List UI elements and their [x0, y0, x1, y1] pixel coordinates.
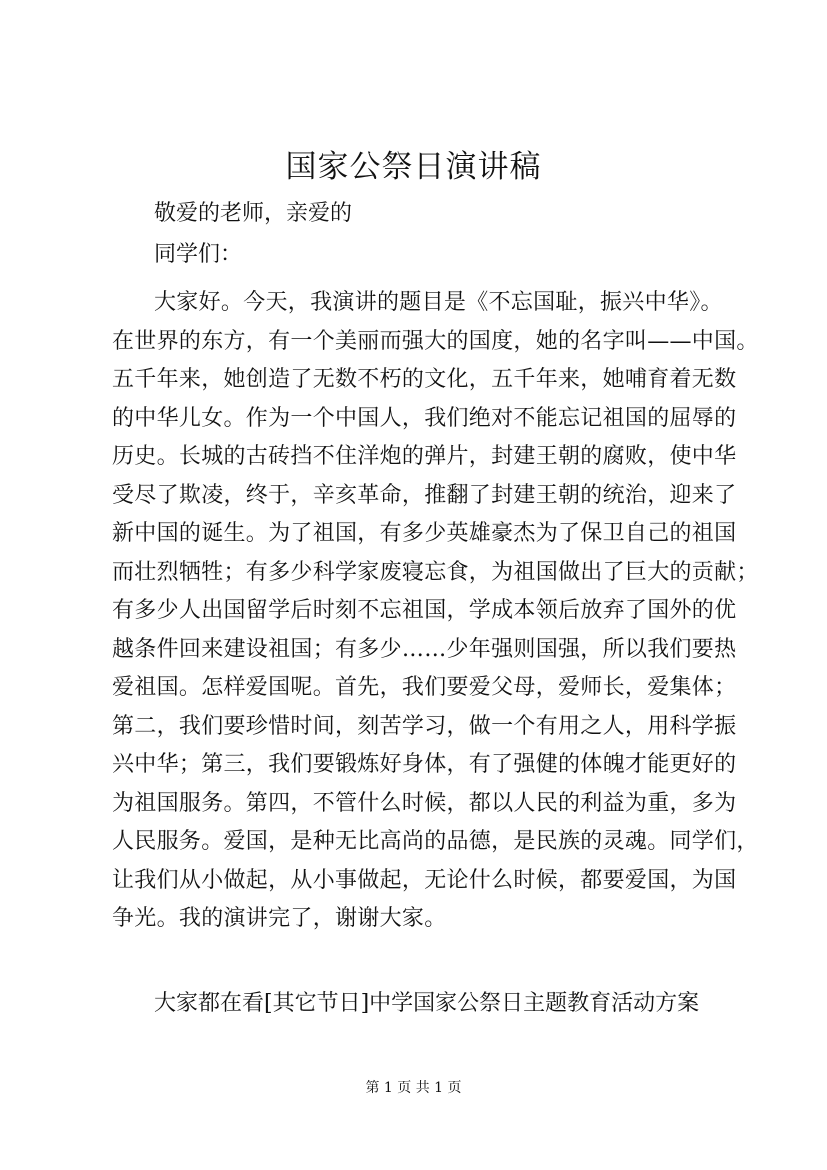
speech-line: 在世界的东方，有一个美丽而强大的国度，她的名字叫——中国。 — [112, 328, 759, 354]
speech-line: 历史。长城的古砖挡不住洋炮的弹片，封建王朝的腐败，使中华 — [112, 444, 737, 469]
speech-line: 新中国的诞生。为了祖国，有多少英雄豪杰为了保卫自己的祖国 — [112, 521, 737, 546]
related-reading-line: 大家都在看[其它节日]中学国家公祭日主题教育活动方案 — [154, 991, 700, 1016]
speech-line: 人民服务。爱国，是种无比高尚的品德，是民族的灵魂。同学们， — [112, 829, 759, 854]
speech-line: 争光。我的演讲完了，谢谢大家。 — [112, 906, 447, 931]
speech-line: 大家好。今天，我演讲的题目是《不忘国耻，振兴中华》。 — [154, 290, 723, 315]
page-number: 第 1 页 共 1 页 — [365, 1080, 462, 1096]
speech-line: 爱祖国。怎样爱国呢。首先，我们要爱父母，爱师长，爱集体； — [112, 675, 737, 700]
speech-body — [112, 284, 759, 939]
greeting-line-2: 同学们： — [154, 242, 243, 267]
greeting-line-1: 敬爱的老师，亲爱的 — [154, 201, 353, 226]
speech-line: 为祖国服务。第四，不管什么时候，都以人民的利益为重，多为 — [112, 790, 737, 816]
document-title: 国家公祭日演讲稿 — [285, 149, 542, 185]
speech-line: 而壮烈牺牲；有多少科学家废寝忘食，为祖国做出了巨大的贡献； — [112, 559, 759, 585]
speech-line: 五千年来，她创造了无数不朽的文化，五千年来，她哺育着无数 — [112, 367, 737, 392]
speech-line: 越条件回来建设祖国；有多少……少年强则国强，所以我们要热 — [112, 636, 737, 662]
speech-line: 兴中华；第三，我们要锻炼好身体，有了强健的体魄才能更好的 — [112, 752, 737, 777]
speech-line: 让我们从小做起，从小事做起，无论什么时候，都要爱国，为国 — [112, 867, 737, 893]
speech-line: 有多少人出国留学后时刻不忘祖国，学成本领后放弃了国外的优 — [112, 598, 737, 623]
speech-line: 受尽了欺凌，终于，辛亥革命，推翻了封建王朝的统治，迎来了 — [112, 482, 737, 508]
speech-line: 第二，我们要珍惜时间，刻苦学习，做一个有用之人，用科学振 — [112, 713, 737, 739]
speech-line: 的中华儿女。作为一个中国人，我们绝对不能忘记祖国的屈辱的 — [112, 405, 737, 431]
